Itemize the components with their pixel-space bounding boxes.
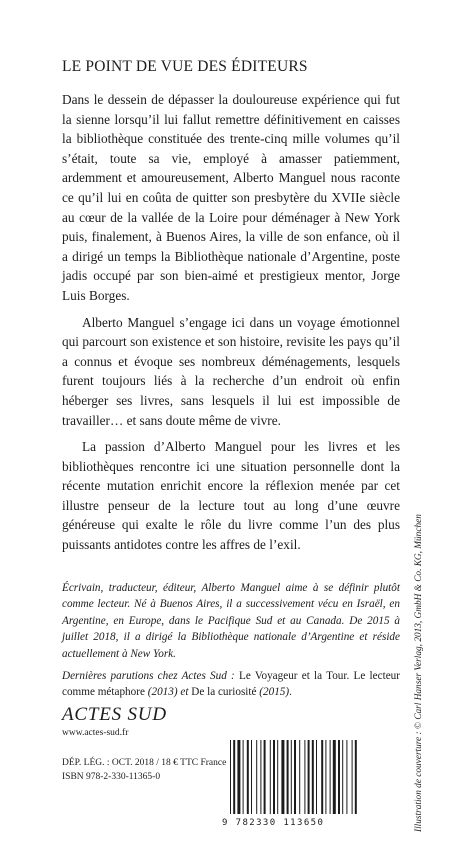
barcode-bar: [243, 740, 244, 814]
synopsis-paragraph-1: Dans le dessein de dépasser la douloureuse expérience qui fut la sienne lorsqu’il lui fallut remettre définitivement en caisses la bibliothèque constituée des trente-cinq mille volumes qu’il s’était, toute sa vie, employé à amasser patiemment, ardemment et amoureusement, Alberto Manguel nous raconte ce qu’il lui en coûta de quitter son presbytère du XVIIe siècle au cœur de la vallée de la Loire pour déménager à New York puis, finalement, à Buenos Aires, la ville de son enfance, où il a dirigé un temps la Bibliothèque nationale d’Argentine, poste jadis occupé par son bien-aimé et prestigieux mentor, Jorge Luis Borges.: [62, 92, 400, 303]
barcode-bar: [233, 740, 235, 814]
barcode-bar: [247, 740, 249, 814]
barcode-bar: [256, 740, 257, 814]
barcode-number: 9 782330 113650: [222, 818, 325, 828]
section-heading: LE POINT DE VUE DES ÉDITEURS: [62, 58, 308, 75]
barcode-bar: [299, 740, 300, 814]
barcode-bar: [304, 740, 305, 814]
barcode-bar: [338, 740, 340, 814]
barcode-bar: [277, 740, 278, 814]
barcode-bar: [333, 740, 336, 814]
barcode-bar: [281, 740, 284, 814]
recent-end: .: [289, 686, 292, 699]
barcode-bar: [355, 740, 357, 814]
author-bio: [62, 580, 400, 707]
legal-info: [62, 756, 226, 784]
author-bio-text: Écrivain, traducteur, éditeur, Alberto Manguel aime à se définir plutôt comme lecteur. Né à Buenos Aires, il a successivement vécu en Israël, en Argentine, en Europe, dans le Pacifique Sud et au Canada. De 2015 à juillet 2018, il a dirigé la Bibliothèque nationale d’Argentine et réside actuellement à New York.: [62, 582, 400, 660]
recent-year-2: (2015): [256, 686, 290, 699]
barcode-bar: [251, 740, 252, 814]
recent-year-1: (2013): [144, 686, 181, 699]
barcode-bar: [342, 740, 343, 814]
barcode-bar: [308, 740, 310, 814]
barcode-bar: [312, 740, 314, 814]
barcode-bar: [352, 740, 353, 814]
recent-publications: [62, 668, 400, 701]
publisher-logo: ACTES SUD: [62, 704, 167, 725]
barcode-bar: [291, 740, 292, 814]
recent-title-2: De la curiosité: [191, 686, 257, 699]
barcode-bar: [321, 740, 323, 814]
barcode-bar: [230, 740, 231, 814]
legal-deposit: DÉP. LÉG. : OCT. 2018 / 18 € TTC France: [62, 758, 227, 768]
barcode-bar: [287, 740, 289, 814]
isbn: ISBN 978-2-330-11365-0: [62, 772, 161, 782]
barcode-bar: [316, 740, 317, 814]
barcode-icon: [222, 740, 392, 830]
synopsis-paragraph-3: La passion d’Alberto Manguel pour les livres et les bibliothèques rencontre ici une situation personnelle dont la récente mutation enrichit encore la réflexion menée par cet illustre penseur de la lecture tout au long d’une œuvre généreuse qui exalte le rôle du livre comme l’un des plus puissants antidotes contre les affres de l’exil.: [62, 439, 400, 553]
recent-title-1: Le Voyageur et la Tour. Le lecteur comme métaphore: [62, 670, 400, 699]
barcode-bar: [264, 740, 266, 814]
barcode-bar: [270, 740, 271, 814]
synopsis-paragraph-2: Alberto Manguel s’engage ici dans un voyage émotionnel qui parcourt son existence et son histoire, revisite les pays qu’il a connus et évoque ses nombreux déménagements, lesquels furent toujours liés à la recherche d’un endroit où enfin héberger ses livres, sans lesquels il lui est impossible de travailler… et sans doute même de vivre.: [62, 314, 400, 428]
barcode-bar: [237, 740, 240, 814]
barcode-bar: [325, 740, 326, 814]
barcode-bar: [273, 740, 275, 814]
recent-intro: Dernières parutions chez Actes Sud :: [62, 670, 240, 683]
barcode-bar: [294, 740, 296, 814]
synopsis: [62, 90, 400, 562]
barcode-bar: [330, 740, 331, 814]
cover-credit: Illustration de couverture : © Carl Hanser Verlag, 2013, GmbH & Co. KG, München: [414, 514, 424, 832]
publisher-website: www.actes-sud.fr: [62, 728, 129, 738]
barcode-bar: [260, 740, 261, 814]
barcode-bar: [346, 740, 347, 814]
recent-and: et: [180, 686, 192, 699]
